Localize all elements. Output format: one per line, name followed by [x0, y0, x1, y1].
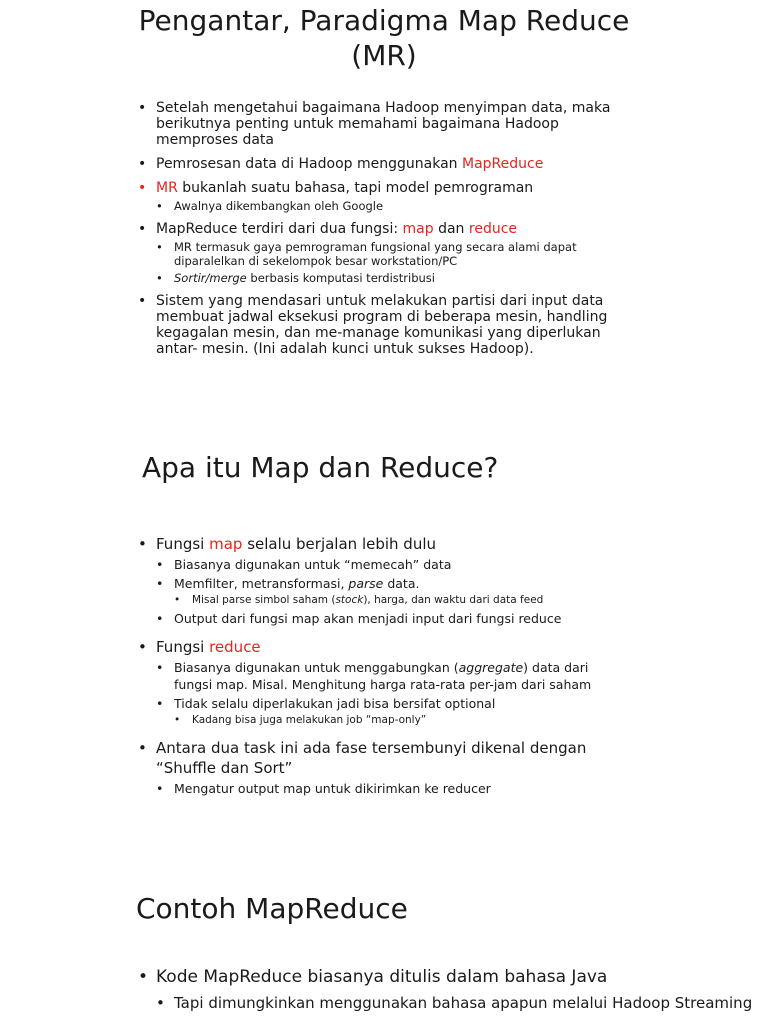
- slide-body: [138, 100, 618, 357]
- bullet-item: • MR bukanlah suatu bahasa, tapi model pemrograman: [138, 180, 618, 196]
- sub-bullet-item: • Tidak selalu diperlakukan jadi bisa bersifat optional: [156, 695, 618, 712]
- bullet-item: • Fungsi reduce: [138, 637, 618, 657]
- highlight-text: MapReduce: [461, 156, 544, 172]
- sub-bullet-item: • Awalnya dikembangkan oleh Google: [156, 199, 618, 213]
- slide-pengantar: [0, 0, 768, 430]
- slide-body: [138, 966, 758, 1013]
- sub-sub-bullet-item: • Misal parse simbol saham (stock), harga, dan waktu dari data feed: [174, 593, 618, 608]
- sub-bullet-item: • MR termasuk gaya pemrograman fungsional yang secara alami dapat diparalelkan di sekelompok besar workstation/PC: [156, 240, 618, 268]
- bullet-item: • Antara dua task ini ada fase tersembunyi dikenal dengan “Shuffle dan Sort”: [138, 738, 618, 778]
- highlight-text: MR: [156, 180, 178, 196]
- bullet-item: • Kode MapReduce biasanya ditulis dalam bahasa Java: [138, 966, 758, 988]
- bullet-item: • Setelah mengetahui bagaimana Hadoop menyimpan data, maka berikutnya penting untuk memahami bagaimana Hadoop memproses data: [138, 100, 618, 148]
- slide-title: Pengantar, Paradigma Map Reduce (MR): [138, 4, 630, 72]
- sub-bullet-item: • Sortir/merge berbasis komputasi terdistribusi: [156, 271, 618, 285]
- sub-bullet-item: • Biasanya digunakan untuk “memecah” data: [156, 556, 618, 573]
- sub-bullet-item: • Tapi dimungkinkan menggunakan bahasa apapun melalui Hadoop Streaming: [156, 993, 758, 1013]
- sub-bullet-item: • Biasanya digunakan untuk menggabungkan (aggregate) data dari fungsi map. Misal. Menghitung harga rata-rata per-jam dari saham: [156, 659, 618, 693]
- highlight-text: map: [209, 535, 243, 553]
- bullet-item: • Fungsi map selalu berjalan lebih dulu: [138, 534, 618, 554]
- slide-title: Contoh MapReduce: [136, 892, 408, 925]
- highlight-text: reduce: [209, 638, 261, 656]
- slide-contoh-mapreduce: [0, 860, 768, 1024]
- slide-body: [138, 534, 618, 797]
- sub-bullet-item: • Memfilter, metransformasi, parse data.: [156, 575, 618, 592]
- bullet-item: • Pemrosesan data di Hadoop menggunakan MapReduce: [138, 156, 618, 172]
- slide-apa-itu-map-reduce: [0, 430, 768, 860]
- bullet-item: • MapReduce terdiri dari dua fungsi: map dan reduce: [138, 221, 618, 237]
- sub-bullet-item: • Output dari fungsi map akan menjadi input dari fungsi reduce: [156, 610, 618, 627]
- sub-sub-bullet-item: • Kadang bisa juga melakukan job “map-only”: [174, 713, 618, 728]
- bullet-item: • Sistem yang mendasari untuk melakukan partisi dari input data membuat jadwal eksekusi program di beberapa mesin, handling kegagalan mesin, dan me-manage komunikasi yang diperlukan antar- mesin. (Ini adalah kunci untuk sukses Hadoop).: [138, 293, 618, 357]
- slide-title: Apa itu Map dan Reduce?: [142, 451, 499, 484]
- highlight-text: map: [402, 221, 434, 237]
- highlight-text: reduce: [468, 221, 518, 237]
- sub-bullet-item: • Mengatur output map untuk dikirimkan ke reducer: [156, 780, 618, 797]
